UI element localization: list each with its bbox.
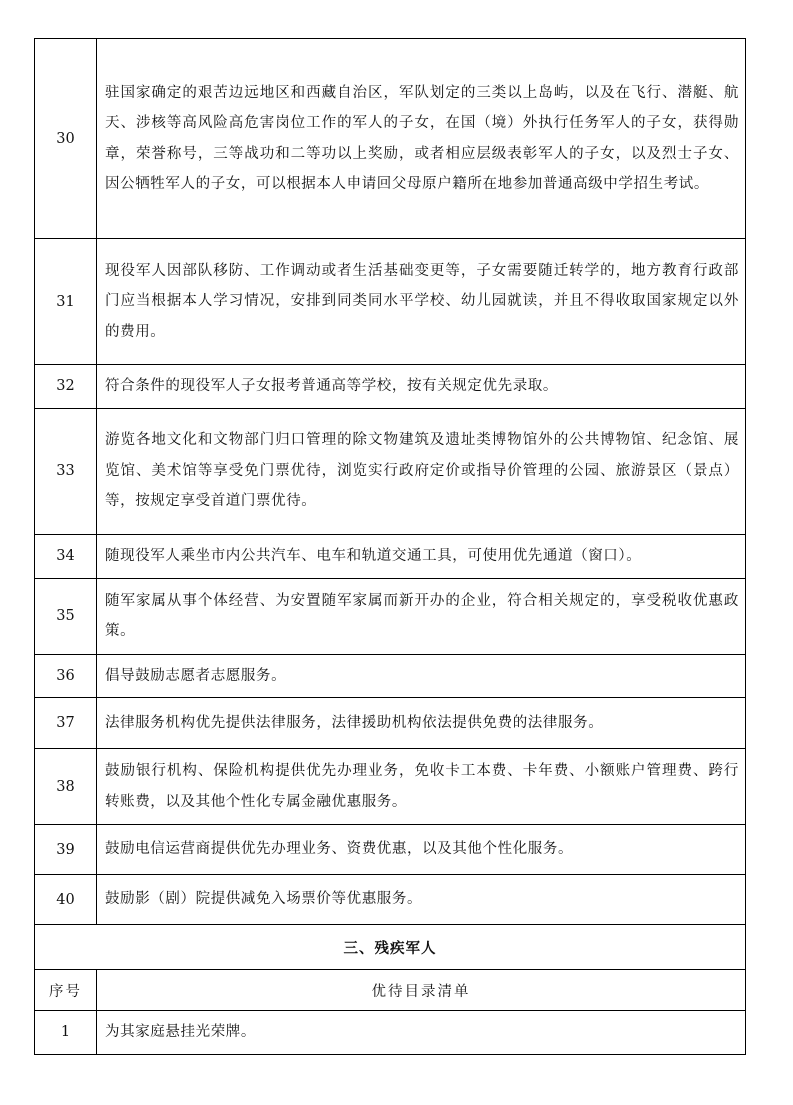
table-row xyxy=(35,749,746,825)
row-number: 34 xyxy=(35,534,97,578)
row-number: 35 xyxy=(35,578,97,654)
row-text: 法律服务机构优先提供法律服务，法律援助机构依法提供免费的法律服务。 xyxy=(97,698,746,749)
row-number: 38 xyxy=(35,749,97,825)
table-row xyxy=(35,239,746,365)
row-text: 倡导鼓励志愿者志愿服务。 xyxy=(97,654,746,698)
column-header-list: 优待目录清单 xyxy=(97,970,746,1011)
row-number: 36 xyxy=(35,654,97,698)
row-text: 驻国家确定的艰苦边远地区和西藏自治区，军队划定的三类以上岛屿，以及在飞行、潜艇、航天、涉核等高风险高危害岗位工作的军人的子女，在国（境）外执行任务军人的子女，获得勋章，荣誉称号，三等战功和二等功以上奖励，或者相应层级表彰军人的子女，以及烈士子女、因公牺牲军人的子女，可以根据本人申请回父母原户籍所在地参加普通高级中学招生考试。 xyxy=(97,39,746,239)
table-row xyxy=(35,654,746,698)
row-text: 鼓励银行机构、保险机构提供优先办理业务，免收卡工本费、卡年费、小额账户管理费、跨行转账费，以及其他个性化专属金融优惠服务。 xyxy=(97,749,746,825)
row-number: 32 xyxy=(35,365,97,409)
row-number: 33 xyxy=(35,408,97,534)
table-row xyxy=(35,408,746,534)
table-row xyxy=(35,698,746,749)
table-row xyxy=(35,534,746,578)
row-number: 30 xyxy=(35,39,97,239)
row-text: 游览各地文化和文物部门归口管理的除文物建筑及遗址类博物馆外的公共博物馆、纪念馆、展览馆、美术馆等享受免门票优待，浏览实行政府定价或指导价管理的公园、旅游景区（景点）等，按规定享受首道门票优待。 xyxy=(97,408,746,534)
row-text: 为其家庭悬挂光荣牌。 xyxy=(97,1011,746,1055)
section-heading-row xyxy=(35,925,746,970)
table-row xyxy=(35,578,746,654)
section-title: 三、残疾军人 xyxy=(35,925,746,970)
table-row xyxy=(35,825,746,875)
row-text: 随现役军人乘坐市内公共汽车、电车和轨道交通工具，可使用优先通道（窗口）。 xyxy=(97,534,746,578)
row-number: 31 xyxy=(35,239,97,365)
row-number: 1 xyxy=(35,1011,97,1055)
row-text: 鼓励影（剧）院提供减免入场票价等优惠服务。 xyxy=(97,875,746,925)
table-row xyxy=(35,365,746,409)
benefits-table xyxy=(34,38,746,1055)
row-text: 鼓励电信运营商提供优先办理业务、资费优惠，以及其他个性化服务。 xyxy=(97,825,746,875)
row-text: 符合条件的现役军人子女报考普通高等学校，按有关规定优先录取。 xyxy=(97,365,746,409)
row-text: 随军家属从事个体经营、为安置随军家属而新开办的企业，符合相关规定的，享受税收优惠政策。 xyxy=(97,578,746,654)
table-row xyxy=(35,1011,746,1055)
column-header-row xyxy=(35,970,746,1011)
table-row xyxy=(35,39,746,239)
table-row xyxy=(35,875,746,925)
row-number: 37 xyxy=(35,698,97,749)
row-number: 40 xyxy=(35,875,97,925)
column-header-number: 序号 xyxy=(35,970,97,1011)
row-text: 现役军人因部队移防、工作调动或者生活基础变更等，子女需要随迁转学的，地方教育行政部门应当根据本人学习情况，安排到同类同水平学校、幼儿园就读，并且不得收取国家规定以外的费用。 xyxy=(97,239,746,365)
row-number: 39 xyxy=(35,825,97,875)
